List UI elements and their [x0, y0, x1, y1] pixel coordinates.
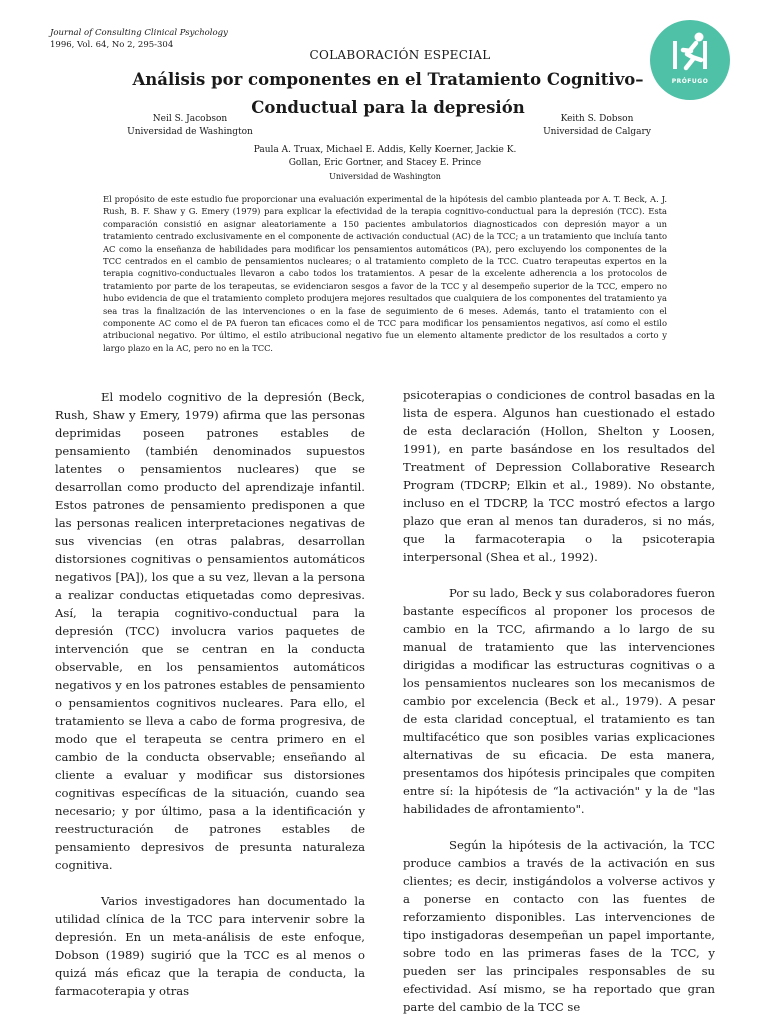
body-column-right	[403, 386, 715, 1016]
author-affiliation: Universidad de Washington	[127, 127, 253, 137]
body-paragraph: Por su lado, Beck y sus colaboradores fueron bastante específicos al proponer los procesos de cambio en la TCC, afirmando a lo largo de su manual de tratamiento que las intervenciones dirigidas a modificar las estructuras cognitivas o a los pensamientos nucleares son los mecanismos de cambio por excelencia (Beck et al., 1979). A pesar de esta claridad conceptual, el tratamiento es tan multifacético que son posibles varias explicaciones alternativas de su eficacia. De esta manera, presentamos dos hipótesis principales que compiten entre sí: la hipótesis de “la activación" y la de "las habilidades de afrontamiento".	[403, 586, 715, 816]
abstract: El propósito de este estudio fue proporcionar una evaluación experimental de la hipótesis del cambio planteada por A. T. Beck, A. J. Rush, B. F. Shaw y G. Emery (1979) para explicar la efectividad de la terapia cognitivo-conductual para la depresión (TCC). Esta comparación consistió en asignar aleatoriamente a 150 pacientes ambulatorios diagnosticados con depresión mayor a un tratamiento centrado exclusivamente en el componente de activación conductual (AC) de la TCC; a un tratamiento que incluía tanto AC como la enseñanza de habilidades para modificar los pensamientos automáticos (PA), pero excluyendo los componentes de la TCC centrados en el cambio de pensamientos nucleares; o al tratamiento completo de la TCC. Cuatro terapeutas expertos en la terapia cognitivo-conductuales llevaron a cabo todos los tratamientos. A pesar de la excelente adherencia a los protocolos de tratamiento por parte de los terapeutas, se evidenciaron sesgos a favor de la TCC y al desempeño superior de la TCC, empero no hubo evidencia de que el tratamiento completo produjera mejores resultados que cualquiera de los componentes del tratamiento ya sea tras la finalización de las intervenciones o en la fase de seguimiento de 6 meses. Además, tanto el tratamiento con el componente AC como el de PA fueron tan eficaces como el de TCC para modificar los pensamientos negativos, así como el estilo atribucional negativo. Por último, el estilo atribucional negativo fue un elemento altamente predictor de los resultados a corto y largo plazo en la AC, pero no en la TCC.	[103, 194, 667, 353]
coauthor-affiliation: Universidad de Washington	[329, 172, 441, 181]
coauthors-block	[240, 144, 530, 183]
author-affiliation: Universidad de Calgary	[543, 127, 651, 137]
body-paragraph: Según la hipótesis de la activación, la TCC produce cambios a través de la activación en sus clientes; es decir, instigándolos a volverse activos y a ponerse en contacto con las fuentes de reforzamiento disponibles. Las intervenciones de tipo instigadoras desempeñan un papel importante, sobre todo en las primeras fases de la TCC, y pueden ser las principales responsables de su efectividad. Así mismo, se ha reportado que gran parte del cambio de la TCC se	[403, 838, 715, 1014]
coauthor-names: Paula A. Truax, Michael E. Addis, Kelly Koerner, Jackie K. Gollan, Eric Gortner, and Stacey E. Prince	[253, 145, 517, 168]
section-label: COLABORACIÓN ESPECIAL	[309, 48, 491, 62]
body-paragraph: psicoterapias o condiciones de control basadas en la lista de espera. Algunos han cuestionado el estado de esta declaración (Hollon, Shelton y Loosen, 1991), en parte basándose en los resultados del Treatment of Depression Collaborative Research Program (TDCRP; Elkin et al., 1989). No obstante, incluso en el TDCRP, la TCC mostró efectos a largo plazo que eran al menos tan duraderos, si no más, que la farmacoterapia o la psicoterapia interpersonal (Shea et al., 1992).	[403, 388, 715, 564]
body-paragraph: Varios investigadores han documentado la utilidad clínica de la TCC para intervenir sobre la depresión. En un meta-análisis de este enfoque, Dobson (1989) sugirió que la TCC es al menos o quizá más eficaz que la terapia de conducta, la farmacoterapia y otras	[55, 894, 365, 998]
journal-name: Journal of Consulting Clinical Psychology	[50, 28, 228, 38]
author-block-left	[115, 113, 265, 139]
body-paragraph: El modelo cognitivo de la depresión (Beck, Rush, Shaw y Emery, 1979) afirma que las personas deprimidas poseen patrones estables de pensamiento (también denominados supuestos latentes o pensamientos nucleares) que se desarrollan como producto del aprendizaje infantil. Estos patrones de pensamiento predisponen a que las personas realicen interpretaciones negativas de sus vivencias (en otras palabras, desarrollan distorsiones cognitivas o pensamientos automáticos negativos [PA]), los que a su vez, llevan a la persona a realizar conductas etiquetadas como depresivas. Así, la terapia cognitivo-conductual para la depresión (TCC) involucra varios paquetes de intervención que se centran en la conducta observable, en los pensamientos automáticos negativos y en los patrones estables de pensamiento o pensamientos cognitivos nucleares. Para ello, el tratamiento se lleva a cabo de forma progresiva, de modo que el terapeuta se centra primero en el cambio de la conducta observable; enseñando al cliente a evaluar y modificar sus distorsiones cognitivas específicas de la situación, cuando sea necesario; y por último, pasa a la identificación y reestructuración de patrones estables de pensamiento depresivos de presunta naturaleza cognitiva.	[55, 390, 365, 872]
logo-text: PRÓFUGO	[671, 78, 709, 85]
paper-title: Análisis por componentes en el Tratamiento Cognitivo–Conductual para la depresión	[132, 70, 644, 117]
author-block-right	[522, 113, 672, 139]
author-name: Keith S. Dobson	[560, 114, 634, 124]
journal-citation: 1996, Vol. 64, No 2, 295-304	[50, 40, 174, 50]
author-name: Neil S. Jacobson	[152, 114, 228, 124]
body-column-left	[55, 388, 365, 1000]
